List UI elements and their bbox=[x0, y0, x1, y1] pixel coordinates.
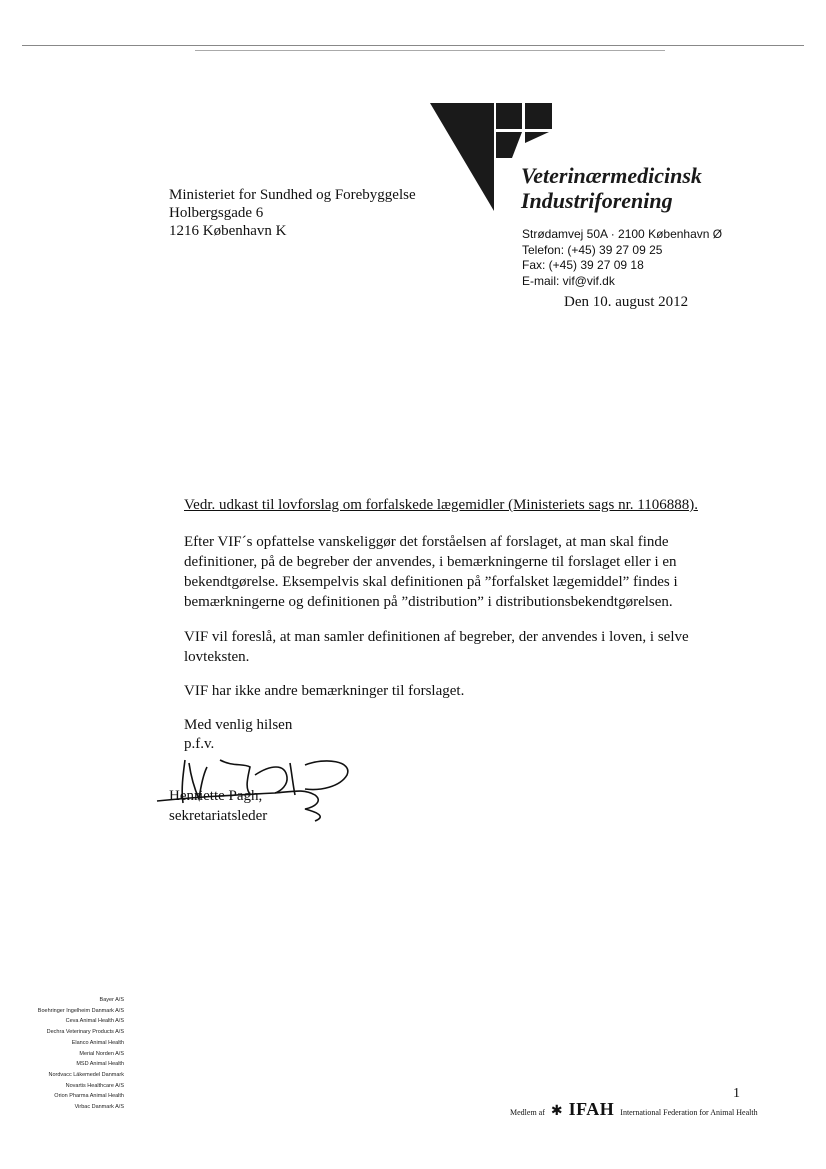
member-item: MSD Animal Health bbox=[76, 1061, 124, 1068]
closing-greeting: Med venlig hilsen bbox=[184, 717, 293, 733]
member-item: Novartis Healthcare A/S bbox=[65, 1082, 124, 1089]
org-name-line1: Veterinærmedicinsk bbox=[521, 163, 702, 188]
footer bbox=[510, 1099, 758, 1120]
member-item: Bayer A/S bbox=[99, 997, 124, 1003]
member-item: Elanco Animal Health bbox=[71, 1039, 124, 1046]
body-paragraph: VIF har ikke andre bemærkninger til forslaget. bbox=[184, 683, 465, 699]
contact-address: Strødamvej 50A · 2100 København Ø bbox=[522, 227, 723, 241]
contact-fax: Fax: (+45) 39 27 09 18 bbox=[522, 258, 644, 272]
ifah-logo-icon: ✱ bbox=[550, 1104, 563, 1119]
org-name bbox=[521, 163, 702, 213]
top-scan-line-2 bbox=[195, 50, 665, 51]
member-item: Ceva Animal Health A/S bbox=[65, 1018, 124, 1025]
recipient-line: Ministeriet for Sundhed og Forebyggelse bbox=[169, 187, 416, 203]
member-item: Orion Pharma Animal Health bbox=[54, 1093, 124, 1100]
body-paragraph: VIF vil foreslå, at man samler definitionen af begreber, der anvendes i loven, i selve lovteksten. bbox=[184, 629, 689, 665]
footer-ifah-full: International Federation for Animal Health bbox=[620, 1108, 758, 1117]
subject-line: Vedr. udkast til lovforslag om forfalskede lægemidler (Ministeriets sags nr. 1106888). bbox=[184, 497, 698, 513]
member-item: Virbac Danmark A/S bbox=[74, 1104, 124, 1111]
body-paragraph: Efter VIF´s opfattelse vanskeliggør det forståelsen af forslaget, at man skal finde definitioner, på de begreber der anvendes, i bemærkningerne til forslaget eller i en bekendtgørelse. Eksempelvis skal definitionen på ”forfalsket lægemiddel” findes i bemærkningerne og definitionen på ”distribution” i distributionsbekendtgørelsen. bbox=[184, 534, 678, 610]
contact-block bbox=[522, 227, 722, 289]
letter-date: Den 10. august 2012 bbox=[564, 294, 689, 310]
contact-phone: Telefon: (+45) 39 27 09 25 bbox=[522, 242, 663, 257]
org-name-line2: Industriforening bbox=[521, 188, 673, 213]
member-item: Nordvacc Läkemedel Danmark bbox=[48, 1071, 124, 1078]
recipient-line: 1216 København K bbox=[169, 223, 287, 239]
member-list bbox=[38, 995, 124, 1113]
footer-member-of: Medlem af bbox=[510, 1108, 545, 1117]
signer-title: sekretariatsleder bbox=[169, 808, 268, 824]
contact-email: E-mail: vif@vif.dk bbox=[522, 273, 615, 288]
member-item: Boehringer Ingelheim Danmark A/S bbox=[37, 1007, 124, 1014]
member-item: Dechra Veterinary Products A/S bbox=[46, 1029, 124, 1036]
signer-block bbox=[169, 786, 267, 826]
recipient-address bbox=[169, 186, 416, 240]
recipient-line: Holbergsgade 6 bbox=[169, 205, 264, 221]
footer-ifah: IFAH bbox=[568, 1099, 615, 1119]
member-item: Merial Norden A/S bbox=[79, 1050, 124, 1057]
closing-pfv: p.f.v. bbox=[184, 736, 215, 752]
closing-block bbox=[184, 716, 292, 754]
top-scan-line bbox=[22, 45, 804, 46]
page-number: 1 bbox=[733, 1086, 740, 1101]
signer-name: Henriette Pagh, bbox=[169, 788, 263, 804]
